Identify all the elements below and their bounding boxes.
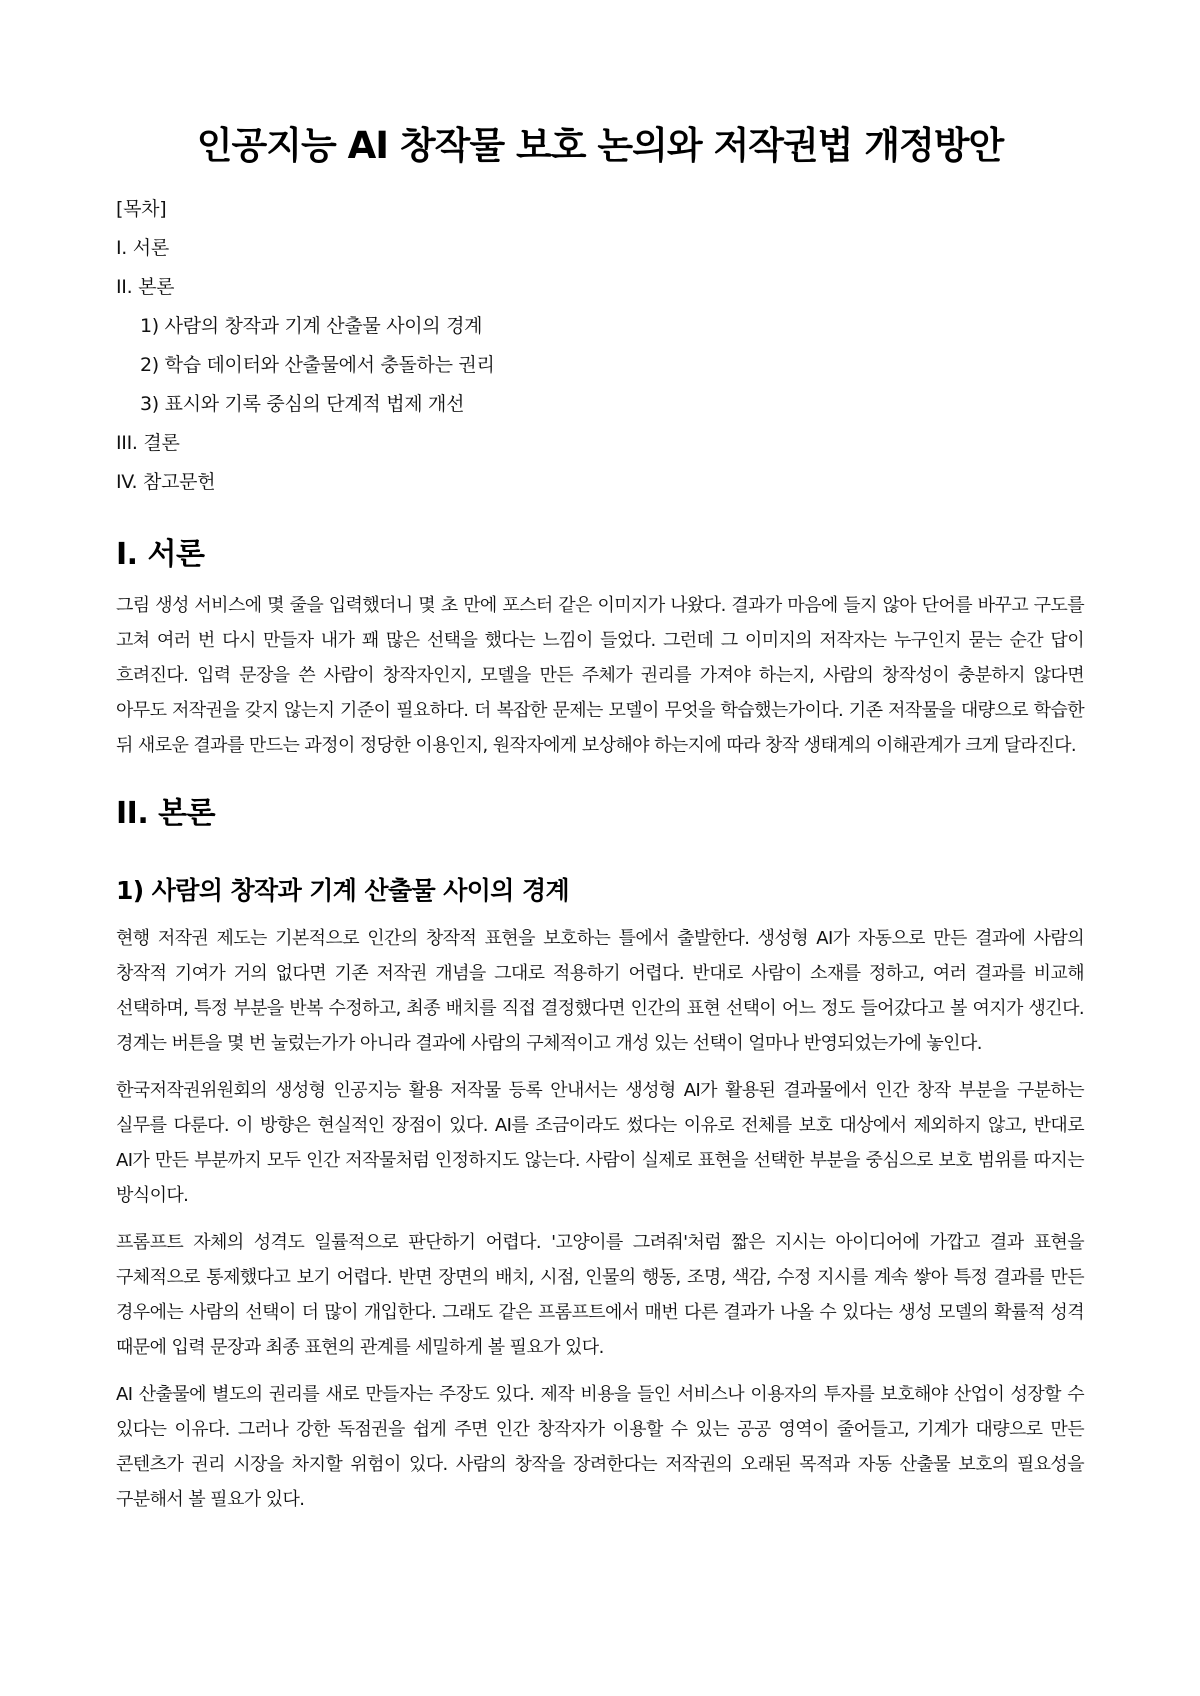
section-heading-body: II. 본론 <box>116 796 216 831</box>
body-paragraph: 현행 저작권 제도는 기본적으로 인간의 창작적 표현을 보호하는 틀에서 출발한다. 생성형 AI가 자동으로 만든 결과에 사람의 창작적 기여가 거의 없다면 기존 저작권 개념을 그대로 적용하기 어렵다. 반대로 사람이 소재를 정하고, 여러 결과를 비교해 선택하며, 특정 부분을 반복 수정하고, 최종 배치를 직접 결정했다면 인간의 표현 선택이 어느 정도 들어갔다고 볼 여지가 생긴다. 경계는 버튼을 몇 번 눌렀는가가 아니라 결과에 사람의 구체적이고 개성 있는 선택이 얼마나 반영되었는가에 놓인다. <box>116 928 1084 1054</box>
body-paragraph: AI 산출물에 별도의 권리를 새로 만들자는 주장도 있다. 제작 비용을 들인 서비스나 이용자의 투자를 보호해야 산업이 성장할 수 있다는 이유다. 그러나 강한 독점권을 쉽게 주면 인간 창작자가 이용할 수 있는 공공 영역이 줄어들고, 기계가 대량으로 만든 콘텐츠가 권리 시장을 차지할 위험이 있다. 사람의 창작을 장려한다는 저작권의 오래된 목적과 자동 산출물 보호의 필요성을 구분해서 볼 필요가 있다. <box>116 1384 1084 1510</box>
body-paragraph: 한국저작권위원회의 생성형 인공지능 활용 저작물 등록 안내서는 생성형 AI가 활용된 결과물에서 인간 창작 부분을 구분하는 실무를 다룬다. 이 방향은 현실적인 장점이 있다. AI를 조금이라도 썼다는 이유로 전체를 보호 대상에서 제외하지 않고, 반대로 AI가 만든 부분까지 모두 인간 저작물처럼 인정하지도 않는다. 사람이 실제로 표현을 선택한 부분을 중심으로 보호 범위를 따지는 방식이다. <box>116 1080 1084 1206</box>
toc-item-intro: I. 서론 <box>116 237 169 259</box>
intro-paragraph: 그림 생성 서비스에 몇 줄을 입력했더니 몇 초 만에 포스터 같은 이미지가 나왔다. 결과가 마음에 들지 않아 단어를 바꾸고 구도를 고쳐 여러 번 다시 만들자 내가 꽤 많은 선택을 했다는 느낌이 들었다. 그런데 그 이미지의 저작자는 누구인지 묻는 순간 답이 흐려진다. 입력 문장을 쓴 사람이 창작자인지, 모델을 만든 주체가 권리를 가져야 하는지, 사람의 창작성이 충분하지 않다면 아무도 저작권을 갖지 않는지 기준이 필요하다. 더 복잡한 문제는 모델이 무엇을 학습했는가이다. 기존 저작물을 대량으로 학습한 뒤 새로운 결과를 만드는 과정이 정당한 이용인지, 원작자에게 보상해야 하는지에 따라 창작 생태계의 이해관계가 크게 달라진다. <box>116 595 1084 756</box>
document-title: 인공지능 AI 창작물 보호 논의와 저작권법 개정방안 <box>196 124 1004 167</box>
toc-item-body-1: 1) 사람의 창작과 기계 산출물 사이의 경계 <box>140 315 483 337</box>
toc-item-body-3: 3) 표시와 기록 중심의 단계적 법제 개선 <box>140 393 465 415</box>
toc-item-body: II. 본론 <box>116 276 175 298</box>
document-page <box>116 0 1084 1517</box>
table-of-contents <box>116 196 1084 508</box>
section-heading-intro: I. 서론 <box>116 537 205 572</box>
subsection-heading-1: 1) 사람의 창작과 기계 산출물 사이의 경계 <box>116 876 570 905</box>
toc-heading: [목차] <box>116 198 167 220</box>
toc-item-references: IV. 참고문헌 <box>116 471 216 493</box>
toc-item-body-2: 2) 학습 데이터와 산출물에서 충돌하는 권리 <box>140 354 495 376</box>
body-paragraph: 프롬프트 자체의 성격도 일률적으로 판단하기 어렵다. '고양이를 그려줘'처럼 짧은 지시는 아이디어에 가깝고 결과 표현을 구체적으로 통제했다고 보기 어렵다. 반면 장면의 배치, 시점, 인물의 행동, 조명, 색감, 수정 지시를 계속 쌓아 특정 결과를 만든 경우에는 사람의 선택이 더 많이 개입한다. 그래도 같은 프롬프트에서 매번 다른 결과가 나올 수 있다는 생성 모델의 확률적 성격 때문에 입력 문장과 최종 표현의 관계를 세밀하게 볼 필요가 있다. <box>116 1232 1084 1358</box>
toc-item-conclusion: III. 결론 <box>116 432 180 454</box>
